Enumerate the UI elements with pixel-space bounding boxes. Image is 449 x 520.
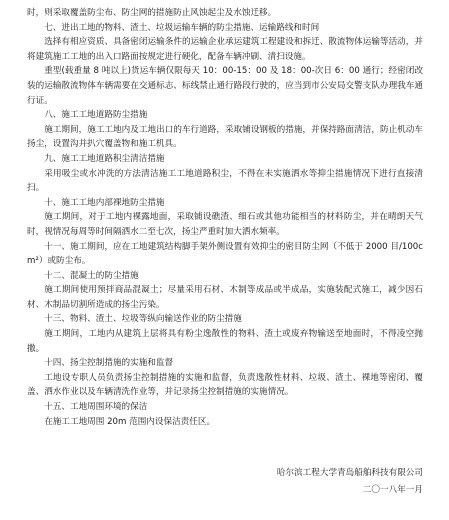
section-heading: 九、施工工地道路积尘清洁措施: [44, 153, 165, 164]
paragraph: 施工期间，对于工地内裸露地面，采取铺设礁渣、细石或其他功能相当的材料防尘，并在晴朗天气时，视情况每周等时间隔洒水二至七次，扬尘严重时加大洒水频率。: [27, 212, 423, 237]
paragraph: 重型(载重量 8 吨以上)货运车辆仅限每天 10：00-15：00 及 18：00-次日 6：00 通行；经密闭改装的运输散流物体车辆需要在交通标志、标线禁止通行路段行驶的，应当到市公安局交警支队办理我车通行证。: [27, 66, 423, 106]
paragraph: 时，则采取覆盖防尘布、防尘网的措施防止风蚀起尘及水蚀迁移。: [27, 8, 277, 18]
paragraph: 施工期间，施工工地内及工地出口的车行道路，采取铺设钢板的措施，并保持路面清洁，防止机动车扬尘，设置沟并扒穴覆盖物和施工机具。: [27, 124, 423, 150]
document-body: [27, 6, 423, 429]
paragraph: 十一、施工期间，应在工地建筑结构脚手架外侧设置有效抑尘的密目防尘网（不低于 2000 目/100cm²）或防尘布。: [27, 241, 423, 267]
paragraph: 在施工工地周围 20m 范围内设保洁责任区。: [44, 416, 216, 427]
section-heading: 十五、工地周围环境的保洁: [44, 402, 148, 413]
paragraph: 选择有相应资质、具备密闭运输条件的运输企业承运建筑工程建设和拆迁、散流物体运输等活动，并将建筑施工工地的出入口路面按规定进行硬化，配备车辆冲刷、清扫设施。: [27, 37, 423, 62]
section-heading: 十三、物料、渣土、垃圾等纵向输送作业的防尘措施: [44, 314, 242, 325]
paragraph: 工地设专职人员负责扬尘控制措施的实施和监督，负责逸散性材料、垃圾、渣土、裸地等密闭、覆盖、洒水作业以及车辆清洗作业等，并记录扬尘控制措施的实施情况。: [27, 372, 423, 398]
section-heading: 十四、扬尘控制措施的实施和监督: [44, 358, 174, 369]
signature-organization: 哈尔滨工程大学青岛船舶科技有限公司: [276, 468, 423, 478]
section-heading: 十、施工工地内部裸地防尘措施: [44, 197, 165, 208]
signature-date: 二〇一八年一月: [362, 485, 423, 495]
section-heading: 十二、混凝土的防尘措施: [44, 270, 139, 281]
paragraph: 施工期间，工地内从建筑上层将具有粉尘逸散性的物料、渣土或废弃物输送至地面时，不得凌空抛撒。: [27, 329, 423, 354]
section-heading: 七、进出工地的物料、渣土、垃圾运输车辆的防尘措施、运输路线和时间: [44, 22, 320, 33]
paragraph: 采用吸尘或水冲洗的方法清洁施工工地道路积尘，不得在未实施洒水等抑尘措施情况下进行直接清扫。: [27, 168, 423, 194]
section-heading: 八、施工工地道路防尘措施: [44, 110, 148, 121]
paragraph: 施工期间使用预拌商品混凝土；尽量采用石材、木制等成品或半成品，实施装配式施工，减少因石材、木制品切割所造成的扬尘污染。: [27, 285, 423, 310]
